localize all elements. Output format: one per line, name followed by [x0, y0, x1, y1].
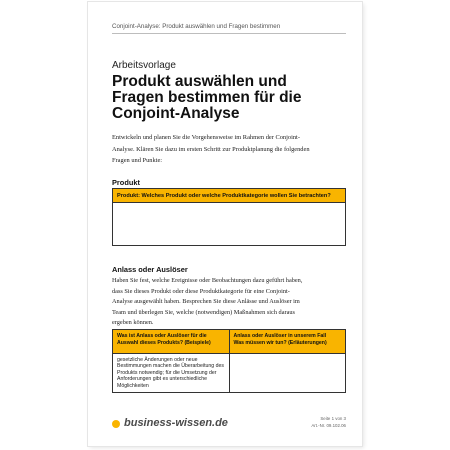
cell-line: Möglichkeiten — [117, 382, 149, 389]
anlass-line: dass Sie dieses Produkt oder diese Produktkategorie für eine Conjoint- — [112, 287, 290, 295]
header-divider — [112, 33, 346, 34]
document-page — [88, 2, 362, 446]
footer-meta — [311, 415, 346, 429]
running-header: Conjoint-Analyse: Produkt auswählen und Fragen bestimmen — [112, 23, 281, 30]
page-number: Seite 1 von 3 — [320, 416, 346, 421]
cell-line: Bestimmungen machen die Überarbeitung des — [117, 363, 224, 370]
brand-dot-icon — [112, 420, 120, 428]
table-cell-example — [113, 354, 230, 393]
document-title — [112, 74, 342, 122]
anlass-line: Team und überlegen Sie, welche (notwendigen) Maßnahmen sich daraus — [112, 308, 295, 316]
title-line: Conjoint-Analyse — [112, 105, 240, 122]
table-header-col2 — [229, 330, 346, 354]
section-heading-produkt: Produkt — [112, 178, 140, 187]
article-number: Art.-Nr. 09.102.06 — [311, 423, 346, 428]
section-heading-anlass: Anlass oder Auslöser — [112, 265, 188, 274]
header-line: Was ist Anlass oder Auslöser für die — [117, 333, 207, 339]
document-kicker: Arbeitsvorlage — [112, 60, 176, 71]
intro-line: Entwickeln und planen Sie die Vorgehensweise im Rahmen der Conjoint- — [112, 134, 300, 141]
anlass-line: Haben Sie fest, welche Ereignisse oder Beobachtungen dazu geführt haben, — [112, 277, 303, 284]
title-line: Produkt auswählen und — [112, 73, 287, 90]
header-line: Auswahl dieses Produkts? (Beispiele) — [117, 339, 211, 346]
produkt-box-label: Produkt: Welches Produkt oder welche Produktkategorie wollen Sie betrachten? — [113, 189, 345, 203]
brand-logo: business-wissen.de — [124, 417, 228, 429]
cell-line: Produkts notwendig; für die Umsetzung der — [117, 369, 217, 376]
intro-paragraph — [112, 132, 326, 167]
intro-line: Fragen und Punkte: — [112, 157, 163, 165]
intro-line: Analyse. Klären Sie dazu im ersten Schritt zur Produktplanung die folgenden — [112, 145, 310, 153]
table-row — [113, 354, 346, 393]
cell-line: Anforderungen gibt es unterschiedliche — [117, 376, 207, 383]
produkt-box[interactable] — [112, 188, 346, 246]
cell-line: gesetzliche Änderungen oder neue — [117, 357, 198, 363]
anlass-table — [112, 329, 346, 393]
anlass-line: Analyse ausgewählt haben. Besprechen Sie diese Anlässe und Auslöser im — [112, 298, 300, 305]
title-line: Fragen bestimmen für die — [112, 89, 302, 106]
table-header-row — [113, 330, 346, 354]
table-header-col1 — [113, 330, 230, 354]
anlass-line: ergeben können. — [112, 319, 154, 326]
table-cell-answer[interactable] — [229, 354, 346, 393]
header-line: Was müssen wir tun? (Erläuterungen) — [233, 339, 327, 346]
anlass-paragraph — [112, 276, 332, 329]
header-line: Anlass oder Auslöser in unserem Fall — [233, 333, 327, 339]
